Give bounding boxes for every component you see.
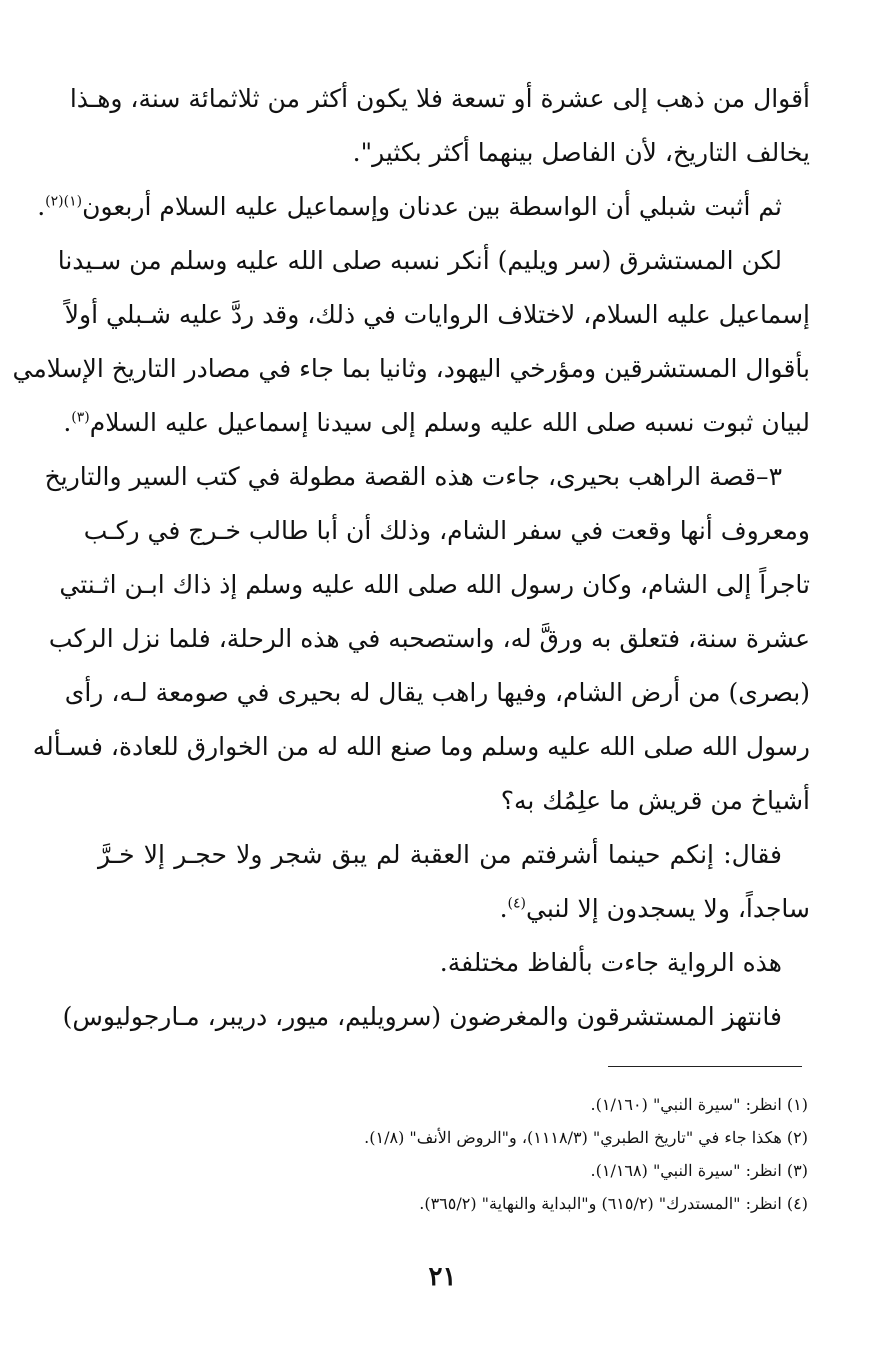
- text-line: أقوال من ذهب إلى عشرة أو تسعة فلا يكون أكثر من ثلاثمائة سنة، وهـذا: [69, 84, 810, 113]
- text-line: إسماعيل عليه السلام، لاختلاف الروايات في ذلك، وقد ردَّ عليه شـبلي أولاً: [64, 300, 810, 329]
- main-text: [12, 72, 810, 1044]
- footnote: (٤) انظر: "المستدرك" (٦١٥/٢) و"البداية والنهاية" (٣٦٥/٢).: [419, 1194, 808, 1213]
- text-line: ساجداً، ولا يسجدون إلا لنبي$^{(٤)}$.: [499, 894, 810, 923]
- text-line: لكن المستشرق (سر ويليم) أنكر نسبه صلى الله عليه وسلم من سـيدنا: [57, 246, 782, 275]
- text-line: لبيان ثبوت نسبه صلى الله عليه وسلم إلى سيدنا إسماعيل عليه السلام$^{(٣)}$.: [63, 408, 810, 437]
- footnote: (١) انظر: "سيرة النبي" (١/١٦٠).: [590, 1095, 808, 1114]
- footnote-divider: [608, 1066, 802, 1067]
- page-number: ٢١: [428, 1262, 457, 1292]
- text-line: بأقوال المستشرقين ومؤرخي اليهود، وثانيا بما جاء في مصادر التاريخ الإسلامي: [12, 354, 810, 383]
- text-line: يخالف التاريخ، لأن الفاصل بينهما أكثر بكثير".: [352, 138, 810, 167]
- text-line: فانتهز المستشرقون والمغرضون (سرويليم، ميور، دريبر، مـارجوليوس): [62, 1002, 782, 1031]
- footnotes: [98, 1088, 808, 1220]
- text-line: ومعروف أنها وقعت في سفر الشام، وذلك أن أبا طالب خـرج في ركـب: [83, 516, 810, 545]
- text-line: أشياخ من قريش ما علِمُك به؟: [500, 786, 810, 815]
- text-line: فقال: إنكم حينما أشرفتم من العقبة لم يبق شجر ولا حجـر إلا خـرَّ: [98, 840, 782, 869]
- text-line: ٣–قصة الراهب بحيرى، جاءت هذه القصة مطولة في كتب السير والتاريخ: [44, 462, 782, 491]
- text-line: (بصرى) من أرض الشام، وفيها راهب يقال له بحيرى في صومعة لـه، رأى: [64, 678, 810, 707]
- text-line: ثم أثبت شبلي أن الواسطة بين عدنان وإسماعيل عليه السلام أربعون$^{(١)(٢)}$.: [37, 192, 782, 221]
- footnote-ref: (٤): [507, 895, 527, 912]
- text-line: تاجراً إلى الشام، وكان رسول الله صلى الله عليه وسلم إذ ذاك ابـن اثـنتي: [59, 570, 810, 599]
- footnote-ref: (٣): [71, 409, 90, 426]
- text-line: رسول الله صلى الله عليه وسلم وما صنع الله له من الخوارق للعادة، فسـأله: [32, 732, 810, 761]
- text-line: عشرة سنة، فتعلق به ورقَّ له، واستصحبه في هذه الرحلة، فلما نزل الركب: [48, 624, 810, 653]
- footnote: (٣) انظر: "سيرة النبي" (١/١٦٨).: [590, 1161, 808, 1180]
- footnote: (٢) هكذا جاء في "تاريخ الطبري" (١١١٨/٣)، و"الروض الأنف" (١/٨).: [364, 1128, 808, 1147]
- footnote-ref: (١)(٢): [45, 193, 83, 210]
- text-line: هذه الرواية جاءت بألفاظ مختلفة.: [439, 948, 782, 977]
